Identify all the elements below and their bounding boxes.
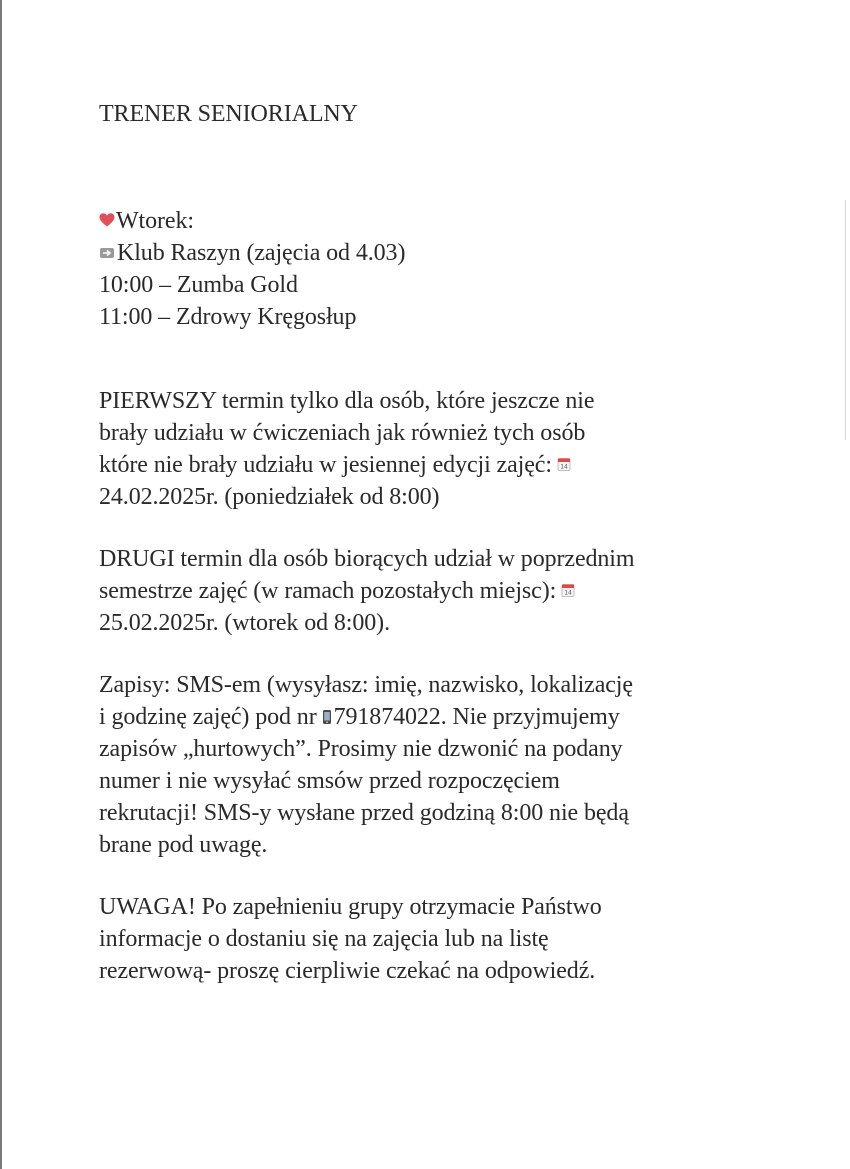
first-term-line: PIERWSZY termin tylko dla osób, które jeszcze nie — [99, 388, 595, 414]
registration-line: Zapisy: SMS-em (wysyłasz: imię, nazwisko, lokalizację — [99, 672, 633, 698]
notice-paragraph — [99, 891, 759, 987]
second-term-line: semestrze zajęć (w ramach pozostałych miejsc): — [99, 578, 557, 604]
notice-line: informacje o dostaniu się na zajęcia lub na listę — [99, 926, 549, 952]
notice-line: rezerwową- proszę cierpliwie czekać na odpowiedź. — [99, 958, 596, 984]
page-title: TRENER SENIORIALNY — [99, 101, 358, 127]
schedule-location-line — [99, 237, 759, 269]
svg-text:14: 14 — [564, 589, 572, 597]
registration-text: i godzinę zajęć) pod nr — [99, 704, 317, 730]
second-term-line-with-icon — [99, 575, 759, 607]
schedule-day-line — [99, 205, 759, 237]
calendar-icon — [560, 581, 576, 599]
second-term-date: 25.02.2025r. (wtorek od 8:00). — [99, 610, 390, 636]
registration-phone-line — [99, 701, 759, 733]
second-term-paragraph — [99, 543, 759, 639]
schedule-section — [99, 205, 759, 333]
registration-line: brane pod uwagę. — [99, 832, 268, 858]
registration-line: rekrutacji! SMS-y wysłane przed godziną 8:00 nie będą — [99, 800, 629, 826]
class-item: 11:00 – Zdrowy Kręgosłup — [99, 304, 357, 330]
scan-edge-left — [0, 0, 2, 1169]
registration-line: zapisów „hurtowych”. Prosimy nie dzwonić na podany — [99, 736, 623, 762]
scan-edge-right — [845, 200, 846, 440]
first-term-line: które nie brały udziału w jesiennej edycji zajęć: — [99, 452, 552, 478]
registration-paragraph — [99, 669, 759, 861]
second-term-line: DRUGI termin dla osób biorących udział w poprzednim — [99, 546, 635, 572]
mobile-phone-icon — [321, 709, 333, 725]
schedule-day: Wtorek: — [116, 208, 194, 234]
registration-line: numer i nie wysyłać smsów przed rozpoczęciem — [99, 768, 560, 794]
phone-number-text: 791874022. Nie przyjmujemy — [333, 704, 620, 730]
schedule-location: Klub Raszyn (zajęcia od 4.03) — [117, 240, 406, 266]
first-term-line: brały udziału w ćwiczeniach jak również tych osób — [99, 420, 586, 446]
calendar-icon — [556, 455, 572, 473]
first-term-line-with-icon — [99, 449, 759, 481]
notice-line: UWAGA! Po zapełnieniu grupy otrzymacie Państwo — [99, 894, 602, 920]
first-term-paragraph — [99, 385, 759, 513]
heart-icon — [99, 210, 115, 230]
class-item: 10:00 – Zumba Gold — [99, 272, 298, 298]
document-page — [99, 98, 759, 1017]
right-arrow-icon — [99, 243, 115, 263]
svg-text:14: 14 — [560, 463, 568, 471]
first-term-date: 24.02.2025r. (poniedziałek od 8:00) — [99, 484, 440, 510]
